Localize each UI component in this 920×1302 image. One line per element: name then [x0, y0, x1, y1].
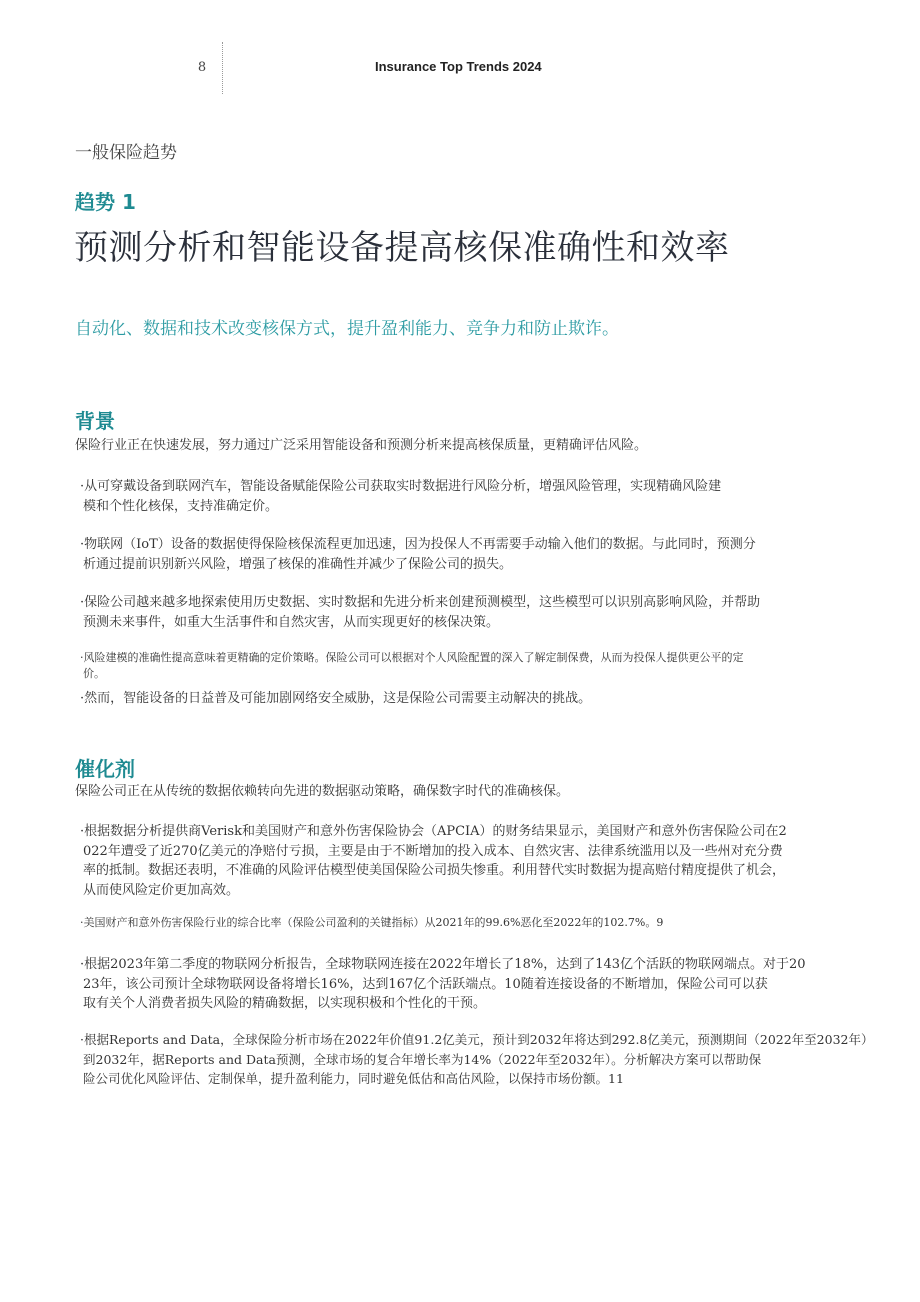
- running-title: Insurance Top Trends 2024: [375, 59, 542, 74]
- page-subtitle: 自动化、数据和技术改变核保方式，提升盈利能力、竞争力和防止欺诈。: [75, 319, 619, 339]
- header-divider: [222, 42, 223, 94]
- background-bullet: ·从可穿戴设备到联网汽车，智能设备赋能保险公司获取实时数据进行风险分析，增强风险管理，实现精确风险建 模和个性化核保，支持准确定价。: [80, 479, 722, 514]
- catalysts-bullet: ·根据数据分析提供商Verisk和美国财产和意外伤害保险协会（APCIA）的财务结果显示，美国财产和意外伤害保险公司在2 022年遭受了近270亿美元的净赔付亏损，主要是由于不断增加的投入成本、自然灾害、法律系统滥用以及一些州对充分费 率的抵制。数据还表明，不准确的风险评估模型使美国保险公司损失惨重。利用替代实时数据为提高赔付精度提供了机会， 从而使风险定价更加高效。: [80, 824, 787, 898]
- background-bullet: ·然而，智能设备的日益普及可能加剧网络安全威胁，这是保险公司需要主动解决的挑战。: [80, 691, 592, 706]
- catalysts-intro: 保险公司正在从传统的数据依赖转向先进的数据驱动策略，确保数字时代的准确核保。: [75, 784, 570, 799]
- section-label: 一般保险趋势: [75, 143, 177, 163]
- page-number: 8: [197, 60, 207, 75]
- background-bullet: ·风险建模的准确性提高意味着更精确的定价策略。保险公司可以根据对个人风险配置的深入了解定制保费，从而为投保人提供更公平的定 价。: [80, 651, 744, 680]
- background-heading: 背景: [75, 409, 115, 433]
- background-intro: 保险行业正在快速发展，努力通过广泛采用智能设备和预测分析来提高核保质量，更精确评估风险。: [75, 438, 648, 453]
- page-title: 预测分析和智能设备提高核保准确性和效率: [74, 228, 730, 268]
- background-bullet: ·保险公司越来越多地探索使用历史数据、实时数据和先进分析来创建预测模型，这些模型可以识别高影响风险，并帮助 预测未来事件，如重大生活事件和自然灾害，从而实现更好的核保决策。: [80, 595, 761, 630]
- trend-label: 趋势 1: [75, 190, 136, 214]
- background-bullet: ·物联网（IoT）设备的数据使得保险核保流程更加迅速，因为投保人不再需要手动输入他们的数据。与此同时，预测分 析通过提前识别新兴风险，增强了核保的准确性并减少了保险公司的损失。: [80, 537, 756, 572]
- catalysts-bullet: ·美国财产和意外伤害保险行业的综合比率（保险公司盈利的关键指标）从2021年的99.6%恶化至2022年的102.7%。9: [80, 916, 664, 929]
- catalysts-heading: 催化剂: [75, 757, 135, 781]
- catalysts-bullet: ·根据2023年第二季度的物联网分析报告，全球物联网连接在2022年增长了18%，达到了143亿个活跃的物联网端点。对于20 23年，该公司预计全球物联网设备将增长16%，达到167亿个活跃端点。10随着连接设备的不断增加，保险公司可以获 取有关个人消费者损失风险的精确数据，以实现积极和个性化的干预。: [80, 957, 806, 1011]
- catalysts-bullet: ·根据Reports and Data，全球保险分析市场在2022年价值91.2亿美元，预计到2032年将达到292.8亿美元，预测期间（2022年至2032年） 到2032年，据Reports and Data预测，全球市场的复合年增长率为14%（2022年至2032年）。分析解决方案可以帮助保 险公司优化风险评估、定制保单，提升盈利能力，同时避免低估和高估风险，以保持市场份额。11: [80, 1032, 874, 1086]
